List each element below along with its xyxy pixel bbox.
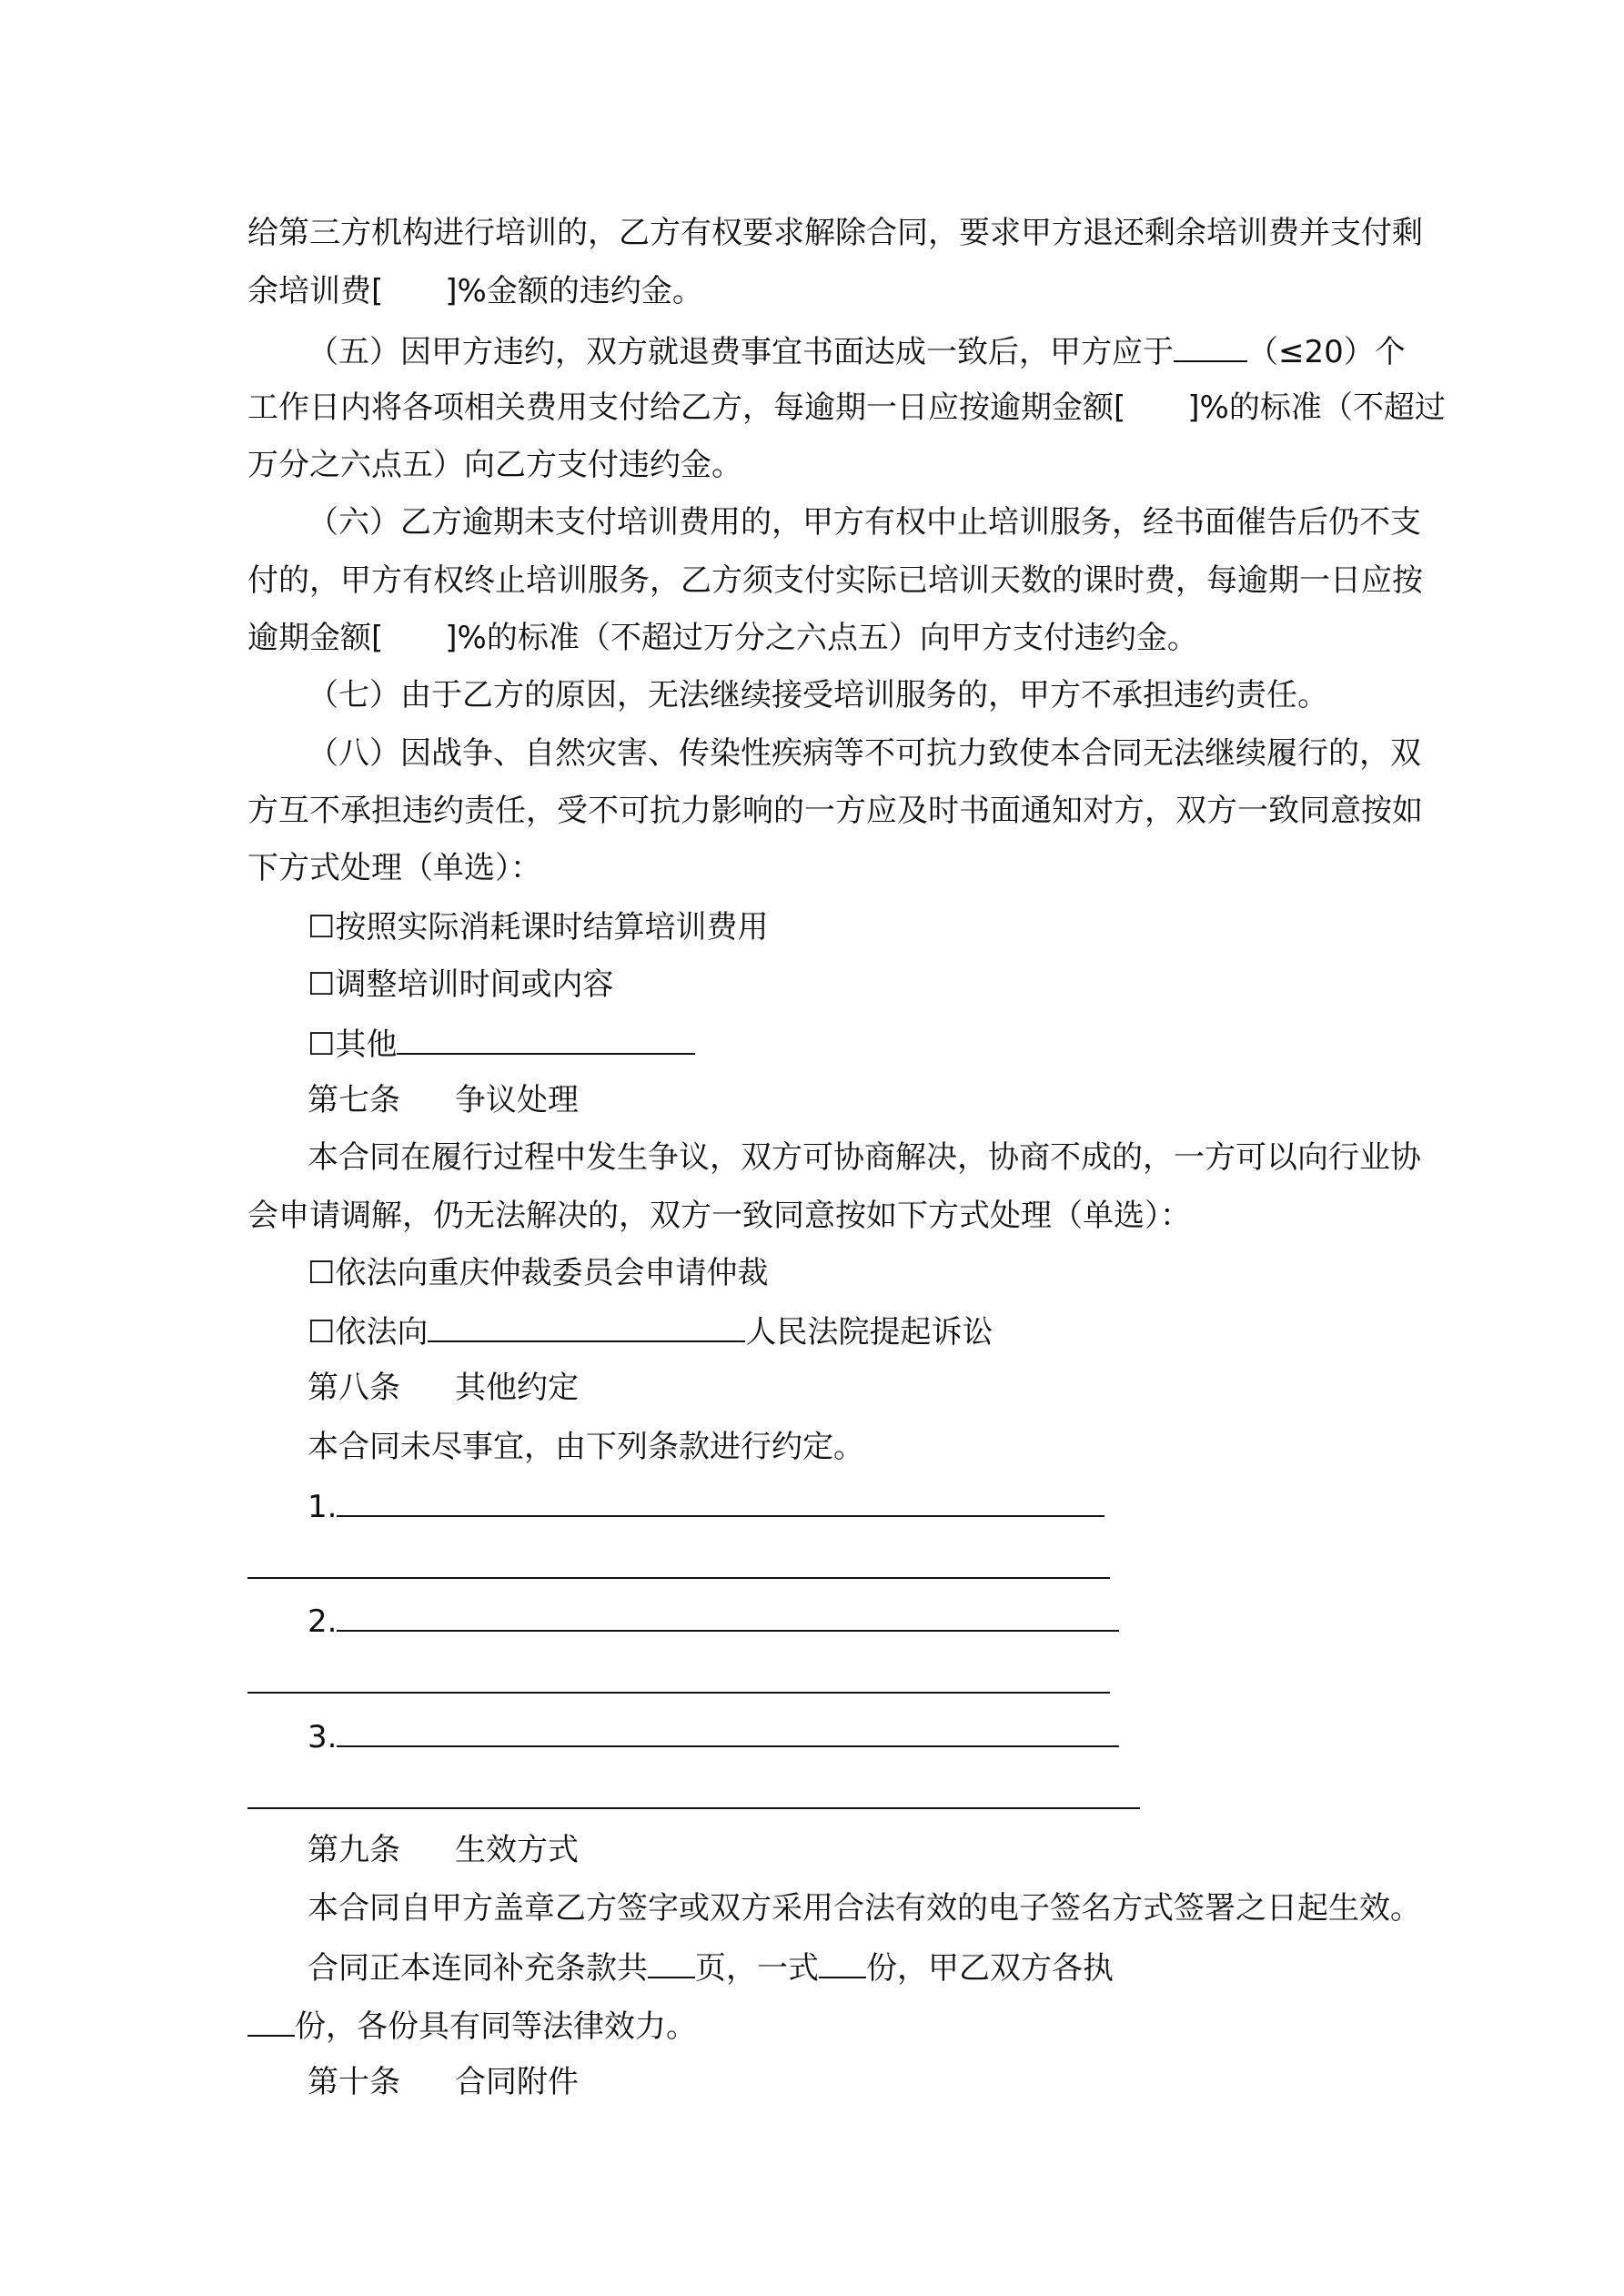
paragraph-line: 万分之六点五）向乙方支付违约金。 [247,447,742,483]
checkbox-option-court[interactable] [308,1308,1388,1353]
article-7-heading [308,1077,1388,1123]
text: 份，甲乙双方各执 [866,1950,1114,1987]
clause-6-line: （六）乙方逾期未支付培训费用的，甲方有权中止培训服务，经书面催告后仍不支 [308,504,1421,541]
article-number: 第七条 [308,1082,400,1118]
paragraph-line: 会申请调解，仍无法解决的，双方一致同意按如下方式处理（单选）： [247,1198,1191,1234]
other-blank[interactable] [397,1020,695,1055]
text: 合同正本连同补充条款共 [308,1950,648,1987]
paragraph-line: 本合同在履行过程中发生争议，双方可协商解决，协商不成的，一方可以向行业协 [308,1139,1421,1176]
clause-text: （五）因甲方违约，双方就退费事宜书面达成一致后，甲方应于 [308,334,1174,370]
article-number: 第十条 [308,2064,400,2100]
checkbox-option-adjust-time[interactable]: ☐调整培训时间或内容 [308,966,614,1003]
article-number: 第九条 [308,1832,400,1868]
item-1-blank[interactable] [337,1482,1105,1517]
checkbox-option-settle-fees[interactable]: ☐按照实际消耗课时结算培训费用 [308,909,769,946]
item-3-blank[interactable] [337,1713,1119,1747]
article-8-heading [308,1365,1388,1411]
copies-blank[interactable] [819,1944,866,1978]
item-2 [308,1597,1388,1643]
item-1 [308,1482,1388,1528]
article-title: 争议处理 [455,1082,579,1118]
each-copies-blank[interactable] [247,2002,295,2037]
article-number: 第八条 [308,1370,400,1406]
item-number: 2. [308,1603,338,1640]
clause-8-line: （八）因战争、自然灾害、传染性疾病等不可抗力致使本合同无法继续履行的，双 [308,735,1421,772]
clause-7-line: （七）由于乙方的原因，无法继续接受培训服务的，甲方不承担违约责任。 [308,677,1328,713]
copies-line [308,1944,1388,1989]
item-3-continuation-line[interactable] [247,1807,1140,1809]
text: 份，各份具有同等法律效力。 [295,2008,697,2045]
item-number: 3. [308,1719,338,1755]
paragraph-line: 本合同未尽事宜，由下列条款进行约定。 [308,1429,864,1465]
article-9-heading [308,1827,1388,1873]
days-blank[interactable] [1174,328,1247,362]
option-label: ☐依法向 [308,1314,429,1350]
paragraph-line: 工作日内将各项相关费用支付给乙方，每逾期一日应按逾期金额[ ]%的标准（不超过 [247,389,1446,426]
item-number: 1. [308,1489,338,1525]
clause-5-line [308,328,1406,373]
article-10-heading [308,2059,1388,2105]
article-title: 其他约定 [455,1370,579,1406]
option-label: 人民法院提起诉讼 [745,1314,994,1350]
checkbox-option-arbitration[interactable]: ☐依法向重庆仲裁委员会申请仲裁 [308,1255,769,1291]
paragraph-line: 下方式处理（单选）： [247,850,541,886]
copies-line-2 [247,2002,1388,2048]
item-3 [308,1713,1388,1758]
checkbox-option-other[interactable] [308,1020,1388,1066]
text: 页，一式 [695,1950,819,1987]
pages-blank[interactable] [648,1944,695,1978]
option-label: ☐其他 [308,1027,398,1063]
paragraph-line: 付的，甲方有权终止培训服务，乙方须支付实际已培训天数的课时费，每逾期一日应按 [247,562,1423,599]
item-1-continuation-line[interactable] [247,1577,1110,1579]
paragraph-line: 给第三方机构进行培训的，乙方有权要求解除合同，要求甲方退还剩余培训费并支付剩 [247,215,1423,251]
paragraph-line: 余培训费[ ]%金额的违约金。 [247,273,703,309]
clause-text: （≤20）个 [1247,334,1406,370]
item-2-continuation-line[interactable] [247,1692,1110,1694]
court-blank[interactable] [428,1308,745,1342]
paragraph-line: 逾期金额[ ]%的标准（不超过万分之六点五）向甲方支付违约金。 [247,620,1198,656]
article-title: 生效方式 [455,1832,579,1868]
item-2-blank[interactable] [337,1597,1119,1632]
article-title: 合同附件 [455,2064,579,2100]
paragraph-line: 本合同自甲方盖章乙方签字或双方采用合法有效的电子签名方式签署之日起生效。 [308,1890,1421,1927]
paragraph-line: 方互不承担违约责任，受不可抗力影响的一方应及时书面通知对方，双方一致同意按如 [247,793,1423,829]
